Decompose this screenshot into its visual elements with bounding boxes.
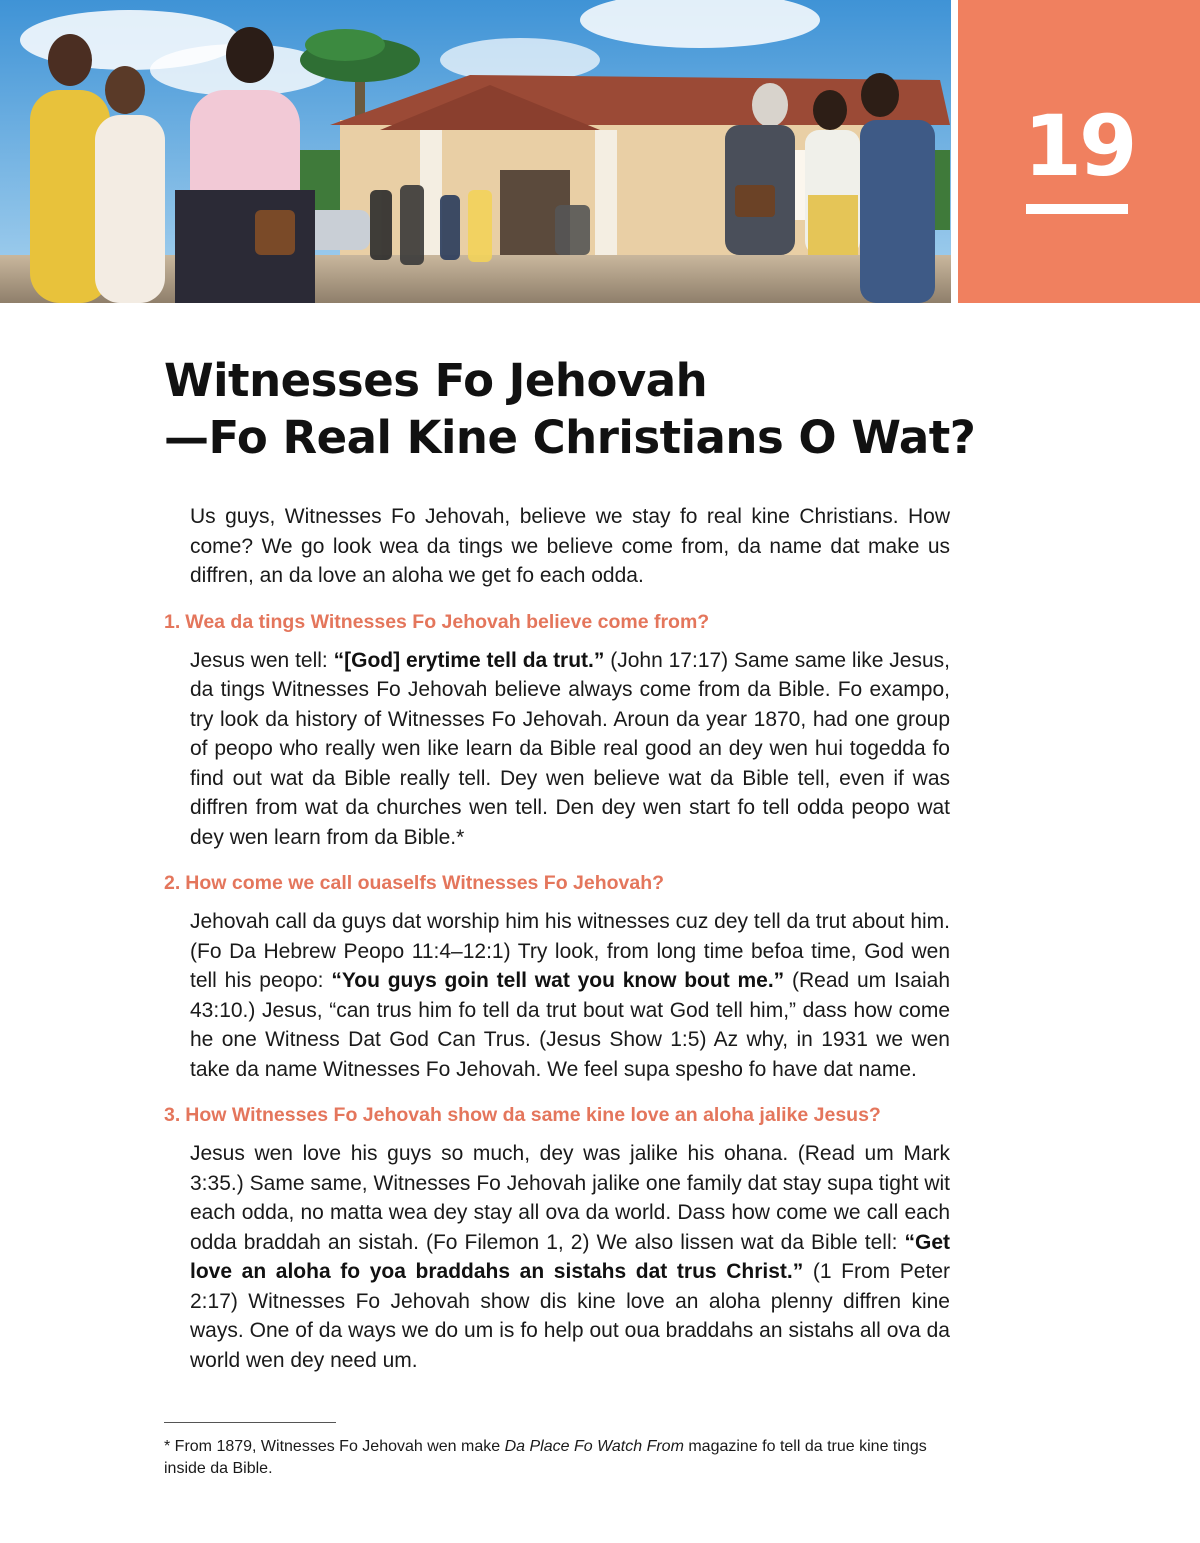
section-2-paragraph (190, 907, 950, 1084)
lesson-number-panel (958, 0, 1200, 303)
section-3-text-before: Jesus wen love his guys so much, dey was jalike his ohana. (Read um Mark 3:35.) Same same, Witnesses Fo Jehovah jalike one family dat stay supa tight wit each odda, no matta wea dey stay all ova da world. Dass how come we call each odda braddah an sistah. (Fo Filemon 1, 2) We also lissen wat da Bible tell: (190, 1142, 950, 1254)
section-3-text-after: (1 From Peter 2:17) Witnesses Fo Jehovah show dis kine love an aloha plenny diffren kine ways. One of da ways we do um is fo help out oua braddahs an sistahs all ova da world wen dey need um. (190, 1260, 950, 1372)
header-photo (0, 0, 951, 303)
section-3-question-text: How Witnesses Fo Jehovah show da same kine love an aloha jalike Jesus? (185, 1104, 881, 1126)
section-1-text-before: Jesus wen tell: (190, 648, 334, 672)
section-1-number: 1. (164, 610, 181, 633)
lesson-number-underline (1026, 204, 1128, 214)
section-3-question (164, 1102, 950, 1128)
section-3-number: 3. (164, 1104, 181, 1126)
section-1-paragraph (190, 646, 950, 853)
page-title (164, 352, 1024, 466)
intro-paragraph: Us guys, Witnesses Fo Jehovah, believe we stay fo real kine Christians. How come? We go look wea da tings we believe come from, da name dat make us diffren, an da love an aloha we get fo each odda. (190, 505, 950, 587)
title-line-2: —Fo Real Kine Christians O Wat? (164, 411, 976, 464)
section-2-number: 2. (164, 872, 181, 894)
section-1-text-after: (John 17:17) Same same like Jesus, da tings Witnesses Fo Jehovah believe always come from da Bible. Fo exampo, try look da history of Witnesses Fo Jehovah. Aroun da year 1870, had one group of peopo who really wen like learn da Bible real good an dey wen hui togedda fo find out wat da Bible really tell. Dey wen believe wat da Bible tell, even if was diffren from wat da churches wen tell. Den dey wen start fo tell odda peopo wat dey wen learn from da Bible.* (190, 648, 950, 849)
section-2-quote: “You guys goin tell wat you know bout me.” (331, 969, 785, 992)
lesson-number: 19 (1023, 97, 1135, 195)
section-1-question (164, 609, 950, 635)
footnote-text-before: * From 1879, Witnesses Fo Jehovah wen make (164, 1438, 505, 1455)
footnote-divider (164, 1422, 336, 1423)
section-1-quote: “[God] erytime tell da trut.” (333, 648, 605, 672)
section-2-question-text: How come we call ouaselfs Witnesses Fo Jehovah? (185, 872, 665, 894)
section-2-text-after: (Read um Isaiah 43:10.) Jesus, “can trus him fo tell da trut bout wat God tell him,” dass how come he one Witness Dat God Can Trus. (Jesus Show 1:5) Az why, in 1931 we wen take da name Witnesses Fo Jehovah. We feel supa spesho fo have dat name. (190, 969, 950, 1081)
section-3-quote: “Get love an aloha fo yoa braddahs an sistahs dat trus Christ.” (190, 1230, 950, 1283)
footnote (164, 1436, 954, 1480)
title-line-1: Witnesses Fo Jehovah (164, 354, 708, 407)
section-2-question (164, 870, 950, 896)
section-2-text-before: Jehovah call da guys dat worship him his witnesses cuz dey tell da trut about him. (Fo Da Hebrew Peopo 11:4–12:1) Try look, from long time befoa time, God wen tell his peopo: (190, 910, 950, 992)
footnote-magazine-title: Da Place Fo Watch From (504, 1438, 684, 1455)
footnote-text-after: magazine fo tell da true kine tings inside da Bible. (164, 1438, 927, 1477)
section-1-question-text: Wea da tings Witnesses Fo Jehovah believe come from? (185, 610, 710, 633)
section-3-paragraph (190, 1139, 950, 1375)
lesson-content (164, 502, 950, 1375)
